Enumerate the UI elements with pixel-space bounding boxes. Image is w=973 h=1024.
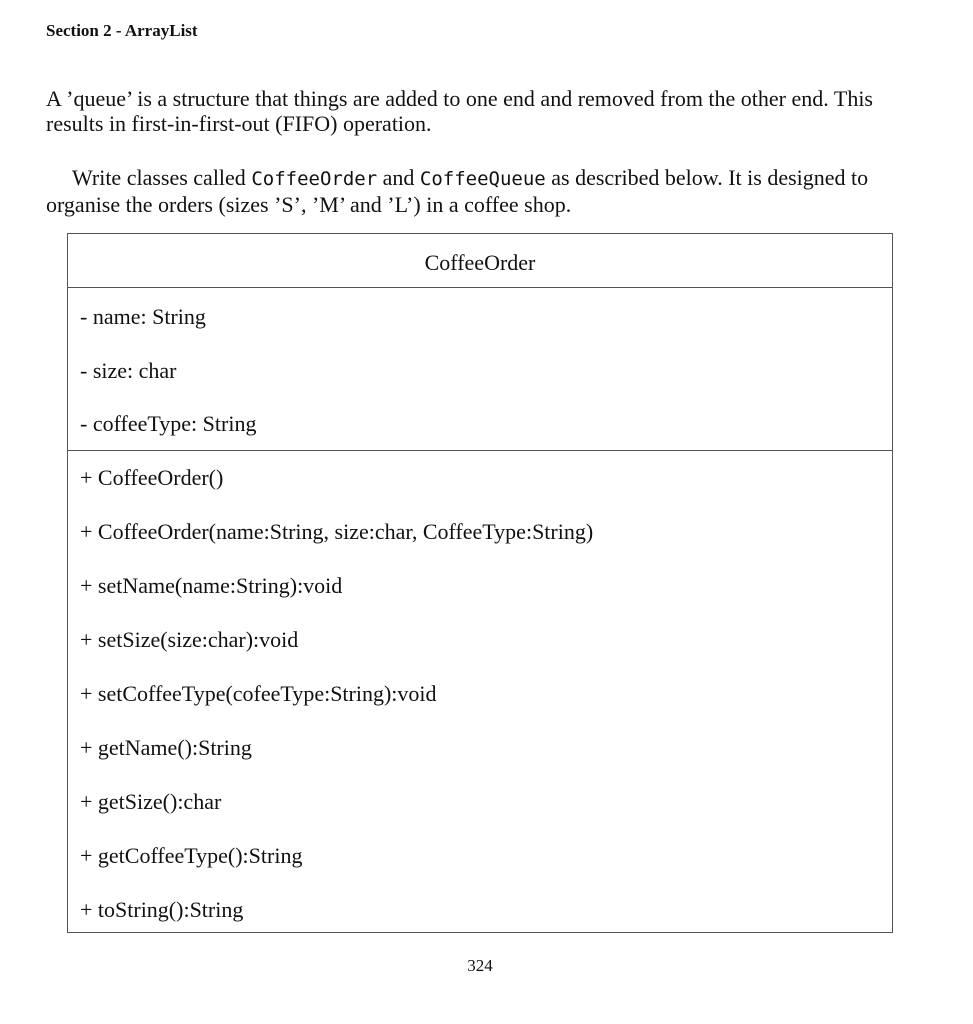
section-title: Section 2 - ArrayList <box>46 21 198 40</box>
uml-method: + setSize(size:char):void <box>80 627 299 652</box>
uml-method: + getCoffeeType():String <box>80 843 303 868</box>
instructions-paragraph <box>46 165 926 217</box>
uml-method: + getSize():char <box>80 789 222 814</box>
uml-method: + CoffeeOrder() <box>80 465 224 490</box>
uml-method: + toString():String <box>80 897 244 922</box>
uml-method: + setName(name:String):void <box>80 573 343 598</box>
uml-class-diagram <box>67 233 893 933</box>
page-number: 324 <box>467 956 493 975</box>
uml-methods <box>68 451 892 951</box>
uml-attribute: - size: char <box>80 357 177 383</box>
uml-class-name: CoffeeOrder <box>68 234 892 288</box>
instructions-text-1: Write classes called <box>72 165 252 190</box>
coffee-queue-class-name: CoffeeQueue <box>419 168 546 190</box>
queue-definition-paragraph: A ’queue’ is a structure that things are added to one end and removed from the other end. This results in first-in-first-out (FIFO) operation. <box>46 86 873 136</box>
uml-method: + getName():String <box>80 735 252 760</box>
uml-method: + setCoffeeType(cofeeType:String):void <box>80 681 437 706</box>
instructions-text-2: and <box>377 165 420 190</box>
instructions-text-3: as described below. It is designed to organise the orders (sizes ’S’, ’M’ and ’L’) in a coffee shop. <box>46 165 869 217</box>
coffee-order-class-name: CoffeeOrder <box>251 168 378 190</box>
uml-attribute: - coffeeType: String <box>80 411 257 436</box>
uml-attributes <box>68 288 892 451</box>
uml-method: + CoffeeOrder(name:String, size:char, CoffeeType:String) <box>80 519 594 544</box>
uml-attribute: - name: String <box>80 304 206 329</box>
